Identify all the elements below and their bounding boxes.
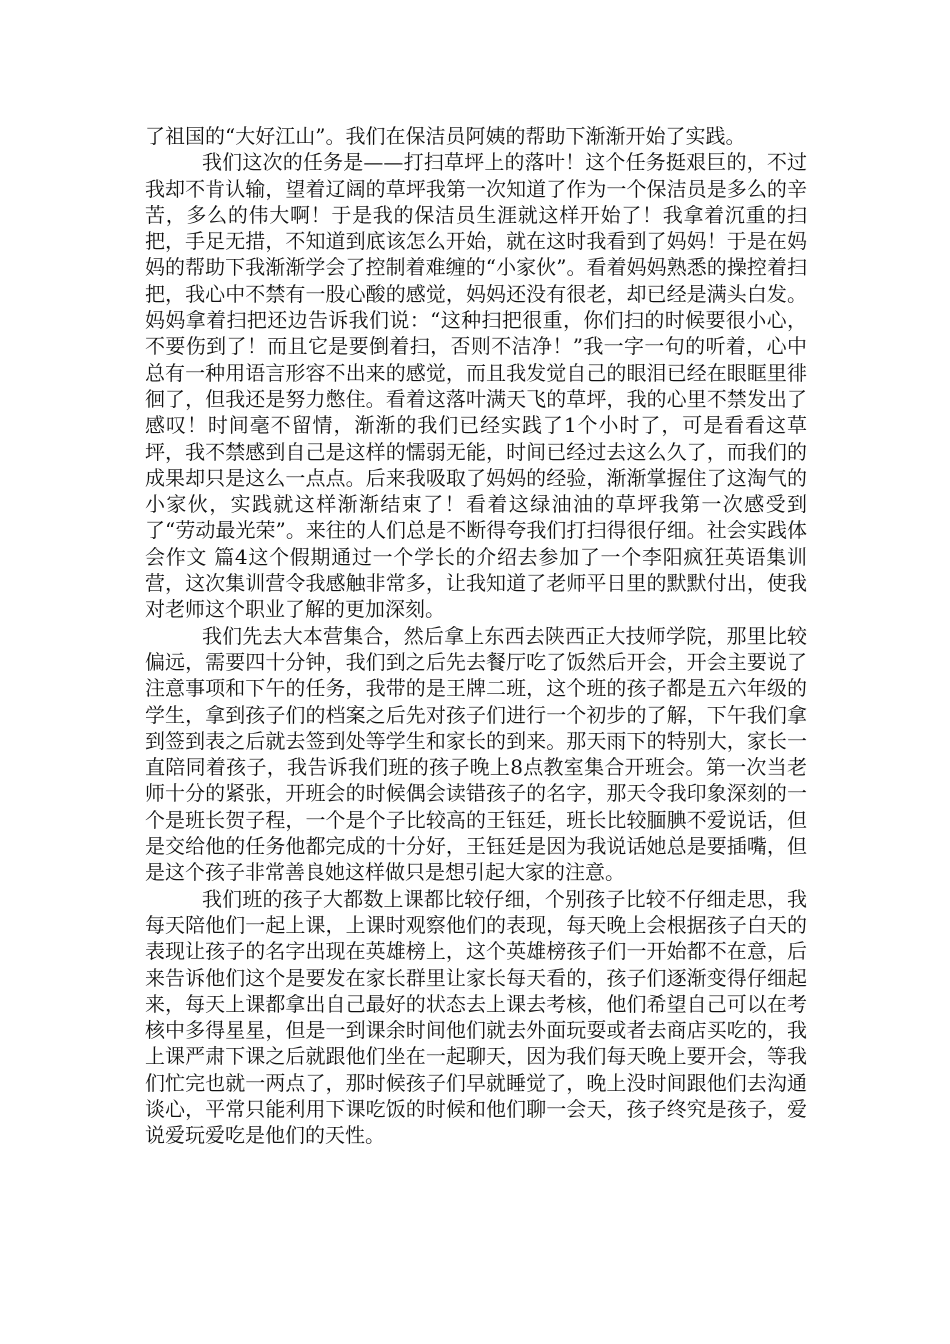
paragraph-3: 我们先去大本营集合，然后拿上东西去陕西正大技师学院，那里比较偏远，需要四十分钟，我们到之后先去餐厅吃了饭然后开会，开会主要说了注意事项和下午的任务，我带的是王牌二班，这个班的孩子都是五六年级的学生，拿到孩子们的档案之后先对孩子们进行一个初步的了解，下午我们拿到签到表之后就去签到处等学生和家长的到来。那天雨下的特别大，家长一直陪同着孩子，我告诉我们班的孩子晚上8点教室集合开班会。第一次当老师十分的紧张，开班会的时候偶会读错孩子的名字，那天令我印象深刻的一个是班长贺子程，一个是个子比较高的王钰廷，班长比较腼腆不爱说话，但是交给他的任务他都完成的十分好，王钰廷是因为我说话她总是要插嘴，但是这个孩子非常善良她这样做只是想引起大家的注意。 <box>145 623 807 885</box>
paragraph-2: 我们这次的任务是——打扫草坪上的落叶！这个任务挺艰巨的，不过我却不肯认输，望着辽阔的草坪我第一次知道了作为一个保洁员是多么的辛苦，多么的伟大啊！于是我的保洁员生涯就这样开始了！我拿着沉重的扫把，手足无措，不知道到底该怎么开始，就在这时我看到了妈妈！于是在妈妈的帮助下我渐渐学会了控制着难缠的“小家伙”。看着妈妈熟悉的操控着扫把，我心中不禁有一股心酸的感觉，妈妈还没有很老，却已经是满头白发。妈妈拿着扫把还边告诉我们说：“这种扫把很重，你们扫的时候要很小心，不要伤到了！而且它是要倒着扫，否则不洁净！”我一字一句的听着，心中总有一种用语言形容不出来的感觉，而且我发觉自己的眼泪已经在眼眶里徘徊了，但我还是努力憋住。看着这落叶满天飞的草坪，我的心里不禁发出了感叹！时间毫不留情，渐渐的我们已经实践了1个小时了，可是看看这草坪，我不禁感到自己是这样的懦弱无能，时间已经过去这么久了，而我们的成果却只是这么一点点。后来我吸取了妈妈的经验，渐渐掌握住了这淘气的小家伙，实践就这样渐渐结束了！看着这绿油油的草坪我第一次感受到了“劳动最光荣”。来往的人们总是不断得夸我们打扫得很仔细。社会实践体会作文 篇4这个假期通过一个学长的介绍去参加了一个李阳疯狂英语集训营，这次集训营令我感触非常多，让我知道了老师平日里的默默付出，使我对老师这个职业了解的更加深刻。 <box>145 150 807 622</box>
paragraph-4: 我们班的孩子大都数上课都比较仔细，个别孩子比较不仔细走思，我每天陪他们一起上课，上课时观察他们的表现，每天晚上会根据孩子白天的表现让孩子的名字出现在英雄榜上，这个英雄榜孩子们一开始都不在意，后来告诉他们这个是要发在家长群里让家长每天看的，孩子们逐渐变得仔细起来，每天上课都拿出自己最好的状态去上课去考核，他们希望自己可以在考核中多得星星，但是一到课余时间他们就去外面玩耍或者去商店买吃的，我上课严肃下课之后就跟他们坐在一起聊天，因为我们每天晚上要开会，等我们忙完也就一两点了，那时候孩子们早就睡觉了，晚上没时间跟他们去沟通谈心，平常只能利用下课吃饭的时候和他们聊一会天，孩子终究是孩子，爱说爱玩爱吃是他们的天性。 <box>145 886 807 1148</box>
paragraph-1: 了祖国的“大好江山”。我们在保洁员阿姨的帮助下渐渐开始了实践。 <box>145 124 746 148</box>
document-body <box>145 123 807 1149</box>
